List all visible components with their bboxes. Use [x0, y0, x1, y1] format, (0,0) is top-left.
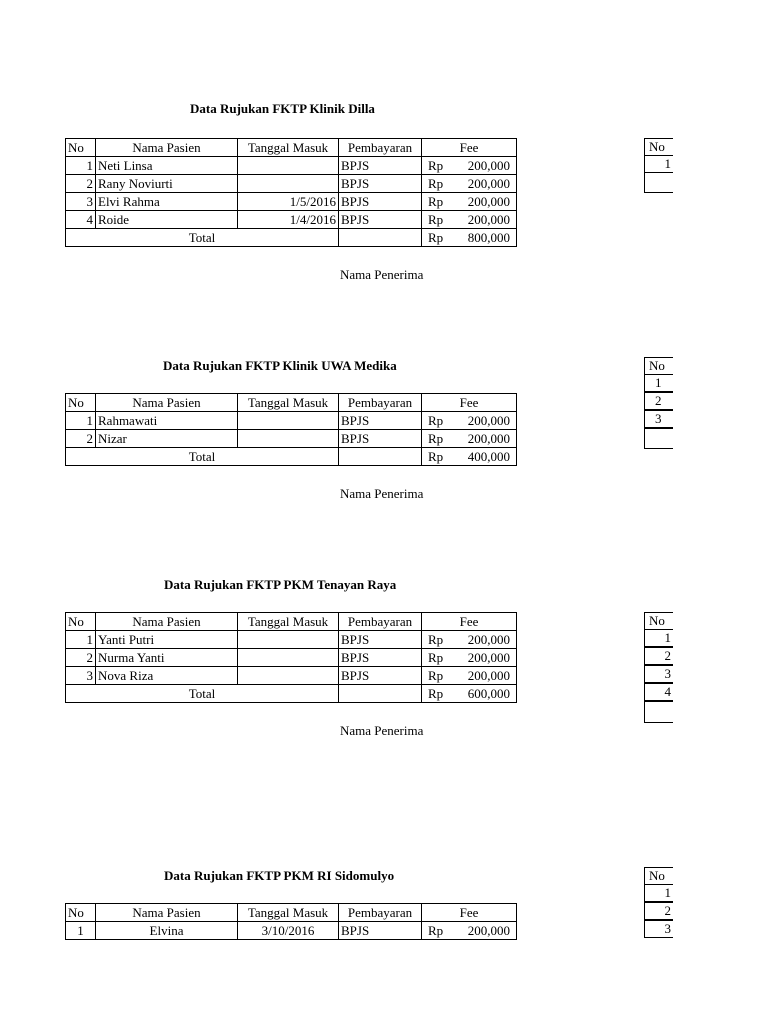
side-cell: 2: [644, 902, 673, 920]
col-header: Nama Pasien: [96, 139, 238, 157]
row-fee: [422, 211, 517, 229]
row-no: 2: [66, 649, 96, 667]
row-date: [238, 631, 339, 649]
col-header: No: [66, 139, 96, 157]
currency: Rp: [428, 158, 444, 173]
row-fee: [422, 922, 517, 940]
row-name: Nova Riza: [96, 667, 238, 685]
referral-table: [65, 612, 517, 703]
side-cell: 1: [644, 884, 673, 902]
currency: Rp: [428, 176, 444, 191]
col-header: Nama Pasien: [96, 904, 238, 922]
side-cell: 2: [644, 392, 673, 410]
row-no: 3: [66, 193, 96, 211]
total-row: [66, 229, 517, 247]
referral-table: [65, 393, 517, 466]
total-row: [66, 448, 517, 466]
row-date: [238, 157, 339, 175]
side-cell: 1: [644, 374, 673, 392]
fee-value: 200,000: [467, 194, 510, 209]
side-header: No: [644, 612, 673, 630]
fee-value: 200,000: [467, 413, 510, 428]
row-date: 1/5/2016: [238, 193, 339, 211]
row-date: [238, 175, 339, 193]
currency: Rp: [428, 923, 444, 938]
row-date: [238, 412, 339, 430]
row-name: Nurma Yanti: [96, 649, 238, 667]
row-name: Elvina: [96, 922, 238, 940]
row-payment: BPJS: [339, 922, 422, 940]
table-header-row: [66, 613, 517, 631]
row-name: Roide: [96, 211, 238, 229]
row-payment: BPJS: [339, 157, 422, 175]
total-value: 600,000: [467, 686, 510, 701]
side-cell-empty: [644, 701, 673, 723]
total-value: 800,000: [467, 230, 510, 245]
row-fee: [422, 430, 517, 448]
total-fee: [422, 229, 517, 247]
section-title: Data Rujukan FKTP PKM Tenayan Raya: [164, 577, 397, 592]
currency: Rp: [428, 686, 444, 701]
side-cell: 3: [644, 410, 673, 428]
col-header: Pembayaran: [339, 613, 422, 631]
row-name: Nizar: [96, 430, 238, 448]
col-header: Fee: [422, 613, 517, 631]
fee-value: 200,000: [467, 632, 510, 647]
fee-value: 200,000: [467, 176, 510, 191]
col-header: Nama Pasien: [96, 394, 238, 412]
currency: Rp: [428, 194, 444, 209]
row-no: 1: [66, 631, 96, 649]
row-date: [238, 667, 339, 685]
total-empty: [339, 685, 422, 703]
row-no: 2: [66, 430, 96, 448]
table-header-row: [66, 139, 517, 157]
row-no: 1: [66, 412, 96, 430]
side-cell: 3: [644, 920, 673, 938]
fee-value: 200,000: [467, 212, 510, 227]
row-date: 3/10/2016: [238, 922, 339, 940]
col-header: No: [66, 394, 96, 412]
table-row: [66, 193, 517, 211]
total-label: Total: [66, 685, 339, 703]
fee-value: 200,000: [467, 431, 510, 446]
col-header: Tanggal Masuk: [238, 139, 339, 157]
table-row: [66, 175, 517, 193]
total-empty: [339, 448, 422, 466]
row-name: Neti Linsa: [96, 157, 238, 175]
col-header: Tanggal Masuk: [238, 904, 339, 922]
total-value: 400,000: [467, 449, 510, 464]
row-fee: [422, 667, 517, 685]
currency: Rp: [428, 230, 444, 245]
fee-value: 200,000: [467, 650, 510, 665]
table-row: [66, 412, 517, 430]
total-fee: [422, 685, 517, 703]
row-name: Yanti Putri: [96, 631, 238, 649]
currency: Rp: [428, 449, 444, 464]
row-date: 1/4/2016: [238, 211, 339, 229]
side-cell: 4: [644, 683, 673, 701]
section-title: Data Rujukan FKTP Klinik Dilla: [190, 101, 375, 116]
table-row: [66, 157, 517, 175]
col-header: Pembayaran: [339, 394, 422, 412]
table-row: [66, 667, 517, 685]
currency: Rp: [428, 212, 444, 227]
side-cell-empty: [644, 428, 673, 449]
total-fee: [422, 448, 517, 466]
row-no: 4: [66, 211, 96, 229]
row-date: [238, 649, 339, 667]
side-cell-empty: [644, 172, 673, 193]
row-no: 1: [66, 157, 96, 175]
row-payment: BPJS: [339, 430, 422, 448]
col-header: Fee: [422, 139, 517, 157]
side-header: No: [644, 138, 673, 156]
row-name: Rany Noviurti: [96, 175, 238, 193]
row-date: [238, 430, 339, 448]
referral-table: [65, 138, 517, 247]
col-header: Tanggal Masuk: [238, 613, 339, 631]
section-title: Data Rujukan FKTP Klinik UWA Medika: [163, 358, 397, 373]
total-label: Total: [66, 448, 339, 466]
table-row: [66, 211, 517, 229]
table-header-row: [66, 904, 517, 922]
row-fee: [422, 649, 517, 667]
receiver-label: Nama Penerima: [340, 723, 424, 738]
row-name: Rahmawati: [96, 412, 238, 430]
row-payment: BPJS: [339, 175, 422, 193]
row-fee: [422, 193, 517, 211]
row-fee: [422, 157, 517, 175]
fee-value: 200,000: [467, 158, 510, 173]
row-payment: BPJS: [339, 211, 422, 229]
col-header: No: [66, 904, 96, 922]
receiver-label: Nama Penerima: [340, 267, 424, 282]
table-header-row: [66, 394, 517, 412]
currency: Rp: [428, 650, 444, 665]
currency: Rp: [428, 413, 444, 428]
total-empty: [339, 229, 422, 247]
currency: Rp: [428, 668, 444, 683]
row-payment: BPJS: [339, 412, 422, 430]
row-payment: BPJS: [339, 193, 422, 211]
col-header: Tanggal Masuk: [238, 394, 339, 412]
row-name: Elvi Rahma: [96, 193, 238, 211]
fee-value: 200,000: [467, 923, 510, 938]
table-row: [66, 649, 517, 667]
section-title: Data Rujukan FKTP PKM RI Sidomulyo: [164, 868, 395, 883]
table-row: [66, 631, 517, 649]
col-header: Nama Pasien: [96, 613, 238, 631]
side-header: No: [644, 867, 673, 885]
row-no: 2: [66, 175, 96, 193]
row-no: 3: [66, 667, 96, 685]
side-header: No: [644, 357, 673, 375]
row-payment: BPJS: [339, 631, 422, 649]
table-row: [66, 430, 517, 448]
side-cell: 2: [644, 647, 673, 665]
col-header: Pembayaran: [339, 139, 422, 157]
col-header: Fee: [422, 904, 517, 922]
row-fee: [422, 412, 517, 430]
row-no: 1: [66, 922, 96, 940]
side-cell: 3: [644, 665, 673, 683]
col-header: Pembayaran: [339, 904, 422, 922]
row-fee: [422, 175, 517, 193]
col-header: No: [66, 613, 96, 631]
currency: Rp: [428, 632, 444, 647]
table-row: [66, 922, 517, 940]
row-fee: [422, 631, 517, 649]
total-row: [66, 685, 517, 703]
col-header: Fee: [422, 394, 517, 412]
row-payment: BPJS: [339, 667, 422, 685]
side-cell: 1: [644, 155, 673, 173]
receiver-label: Nama Penerima: [340, 486, 424, 501]
fee-value: 200,000: [467, 668, 510, 683]
currency: Rp: [428, 431, 444, 446]
referral-table: [65, 903, 517, 940]
total-label: Total: [66, 229, 339, 247]
row-payment: BPJS: [339, 649, 422, 667]
side-cell: 1: [644, 629, 673, 647]
